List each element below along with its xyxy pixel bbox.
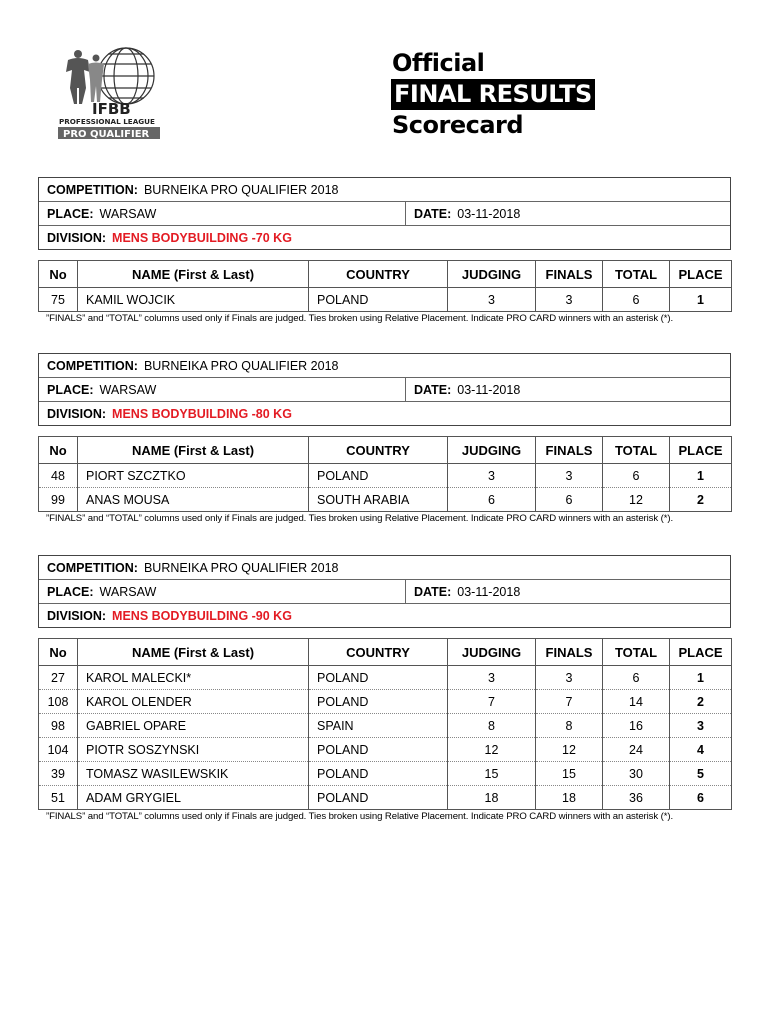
table-header-row	[39, 437, 732, 464]
logo-league: PROFESSIONAL LEAGUE	[59, 117, 155, 126]
competition-label: COMPETITION:	[47, 182, 138, 197]
title-scorecard: Scorecard	[392, 111, 524, 139]
division-value: MENS BODYBUILDING -70 KG	[112, 230, 292, 245]
results-section-70kg	[38, 177, 731, 324]
athlete-no: 98	[39, 714, 78, 738]
event-info	[38, 555, 731, 628]
total-score: 24	[603, 738, 670, 762]
place-label: PLACE:	[47, 382, 94, 397]
results-section-80kg	[38, 353, 731, 524]
col-no-header: No	[39, 639, 78, 666]
athlete-no: 75	[39, 288, 78, 312]
title-official: Official	[392, 49, 485, 77]
competition-label: COMPETITION:	[47, 358, 138, 373]
table-header-row	[39, 639, 732, 666]
athlete-name: GABRIEL OPARE	[78, 714, 309, 738]
athlete-name: KAMIL WOJCIK	[78, 288, 309, 312]
event-info	[38, 353, 731, 426]
athlete-country: SPAIN	[309, 714, 448, 738]
results-table	[38, 260, 732, 312]
judging-score: 3	[448, 464, 536, 488]
col-name-header: NAME (First & Last)	[78, 437, 309, 464]
total-score: 6	[603, 288, 670, 312]
col-total-header: TOTAL	[603, 639, 670, 666]
athlete-name: PIOTR SOSZYNSKI	[78, 738, 309, 762]
athlete-no: 39	[39, 762, 78, 786]
division-label: DIVISION:	[47, 406, 107, 421]
competition-label: COMPETITION:	[47, 560, 138, 575]
table-row	[39, 786, 732, 810]
athlete-country: POLAND	[309, 762, 448, 786]
scoring-note: ”FINALS” and “TOTAL” columns used only if Finals are judged. Ties broken using Relative Placement. Indicate PRO CARD winners with an asterisk (*).	[46, 313, 674, 324]
athlete-country: POLAND	[309, 666, 448, 690]
judging-score: 8	[448, 714, 536, 738]
scoring-note: ”FINALS” and “TOTAL” columns used only if Finals are judged. Ties broken using Relative Placement. Indicate PRO CARD winners with an asterisk (*).	[46, 513, 674, 524]
judging-score: 12	[448, 738, 536, 762]
division-value: MENS BODYBUILDING -80 KG	[112, 406, 292, 421]
finals-score: 6	[536, 488, 603, 512]
athlete-country: POLAND	[309, 288, 448, 312]
finals-score: 3	[536, 288, 603, 312]
athlete-no: 104	[39, 738, 78, 762]
date-label: DATE:	[414, 584, 452, 599]
results-table	[38, 436, 732, 512]
judging-score: 3	[448, 288, 536, 312]
col-country-header: COUNTRY	[309, 261, 448, 288]
competition-value: BURNEIKA PRO QUALIFIER 2018	[143, 182, 339, 197]
col-judging-header: JUDGING	[448, 261, 536, 288]
col-total-header: TOTAL	[603, 437, 670, 464]
total-score: 6	[603, 666, 670, 690]
table-row	[39, 666, 732, 690]
judging-score: 3	[448, 666, 536, 690]
table-row	[39, 288, 732, 312]
col-total-header: TOTAL	[603, 261, 670, 288]
col-no-header: No	[39, 437, 78, 464]
total-score: 16	[603, 714, 670, 738]
athlete-name: ADAM GRYGIEL	[78, 786, 309, 810]
total-score: 12	[603, 488, 670, 512]
athlete-country: SOUTH ARABIA	[309, 488, 448, 512]
final-place: 1	[670, 666, 732, 690]
athlete-name: KAROL MALECKI*	[78, 666, 309, 690]
table-row	[39, 690, 732, 714]
col-place-header: PLACE	[670, 437, 732, 464]
col-country-header: COUNTRY	[309, 437, 448, 464]
athlete-no: 108	[39, 690, 78, 714]
athlete-country: POLAND	[309, 786, 448, 810]
division-label: DIVISION:	[47, 608, 107, 623]
col-name-header: NAME (First & Last)	[78, 639, 309, 666]
athlete-no: 51	[39, 786, 78, 810]
competition-value: BURNEIKA PRO QUALIFIER 2018	[143, 358, 339, 373]
place-label: PLACE:	[47, 584, 94, 599]
place-value: WARSAW	[99, 584, 157, 599]
judging-score: 18	[448, 786, 536, 810]
athlete-name: PIORT SZCZTKO	[78, 464, 309, 488]
final-place: 1	[670, 288, 732, 312]
athlete-no: 48	[39, 464, 78, 488]
col-finals-header: FINALS	[536, 639, 603, 666]
table-row	[39, 464, 732, 488]
col-place-header: PLACE	[670, 639, 732, 666]
judging-score: 15	[448, 762, 536, 786]
athlete-no: 99	[39, 488, 78, 512]
competition-value: BURNEIKA PRO QUALIFIER 2018	[143, 560, 339, 575]
col-country-header: COUNTRY	[309, 639, 448, 666]
finals-score: 7	[536, 690, 603, 714]
place-label: PLACE:	[47, 206, 94, 221]
date-label: DATE:	[414, 382, 452, 397]
finals-score: 18	[536, 786, 603, 810]
col-finals-header: FINALS	[536, 261, 603, 288]
logo-brand: IFBB	[92, 100, 131, 118]
total-score: 36	[603, 786, 670, 810]
document-title	[392, 48, 595, 141]
finals-score: 3	[536, 464, 603, 488]
division-label: DIVISION:	[47, 230, 107, 245]
col-judging-header: JUDGING	[448, 437, 536, 464]
final-place: 3	[670, 714, 732, 738]
athletes-icon	[66, 50, 104, 104]
place-value: WARSAW	[99, 382, 157, 397]
event-info	[38, 177, 731, 250]
col-finals-header: FINALS	[536, 437, 603, 464]
athlete-name: KAROL OLENDER	[78, 690, 309, 714]
logo-sub: PRO QUALIFIER	[63, 129, 150, 140]
athlete-no: 27	[39, 666, 78, 690]
title-final-results: FINAL RESULTS	[391, 79, 595, 110]
finals-score: 12	[536, 738, 603, 762]
total-score: 30	[603, 762, 670, 786]
results-section-90kg	[38, 555, 731, 822]
judging-score: 7	[448, 690, 536, 714]
final-place: 5	[670, 762, 732, 786]
judging-score: 6	[448, 488, 536, 512]
athlete-country: POLAND	[309, 690, 448, 714]
division-value: MENS BODYBUILDING -90 KG	[112, 608, 292, 623]
place-value: WARSAW	[99, 206, 157, 221]
results-table	[38, 638, 732, 810]
table-row	[39, 738, 732, 762]
col-name-header: NAME (First & Last)	[78, 261, 309, 288]
final-place: 2	[670, 690, 732, 714]
table-row	[39, 488, 732, 512]
col-no-header: No	[39, 261, 78, 288]
finals-score: 3	[536, 666, 603, 690]
date-value: 03-11-2018	[457, 584, 521, 599]
athlete-name: TOMASZ WASILEWSKIK	[78, 762, 309, 786]
col-place-header: PLACE	[670, 261, 732, 288]
table-row	[39, 762, 732, 786]
finals-score: 8	[536, 714, 603, 738]
col-judging-header: JUDGING	[448, 639, 536, 666]
date-value: 03-11-2018	[457, 382, 521, 397]
final-place: 1	[670, 464, 732, 488]
ifbb-pro-qualifier-logo	[56, 44, 164, 140]
final-place: 4	[670, 738, 732, 762]
total-score: 14	[603, 690, 670, 714]
final-place: 6	[670, 786, 732, 810]
date-label: DATE:	[414, 206, 452, 221]
athlete-country: POLAND	[309, 464, 448, 488]
final-place: 2	[670, 488, 732, 512]
athlete-name: ANAS MOUSA	[78, 488, 309, 512]
globe-icon	[98, 48, 154, 104]
date-value: 03-11-2018	[457, 206, 521, 221]
finals-score: 15	[536, 762, 603, 786]
athlete-country: POLAND	[309, 738, 448, 762]
total-score: 6	[603, 464, 670, 488]
scoring-note: ”FINALS” and “TOTAL” columns used only if Finals are judged. Ties broken using Relative Placement. Indicate PRO CARD winners with an asterisk (*).	[46, 811, 674, 822]
table-row	[39, 714, 732, 738]
table-header-row	[39, 261, 732, 288]
